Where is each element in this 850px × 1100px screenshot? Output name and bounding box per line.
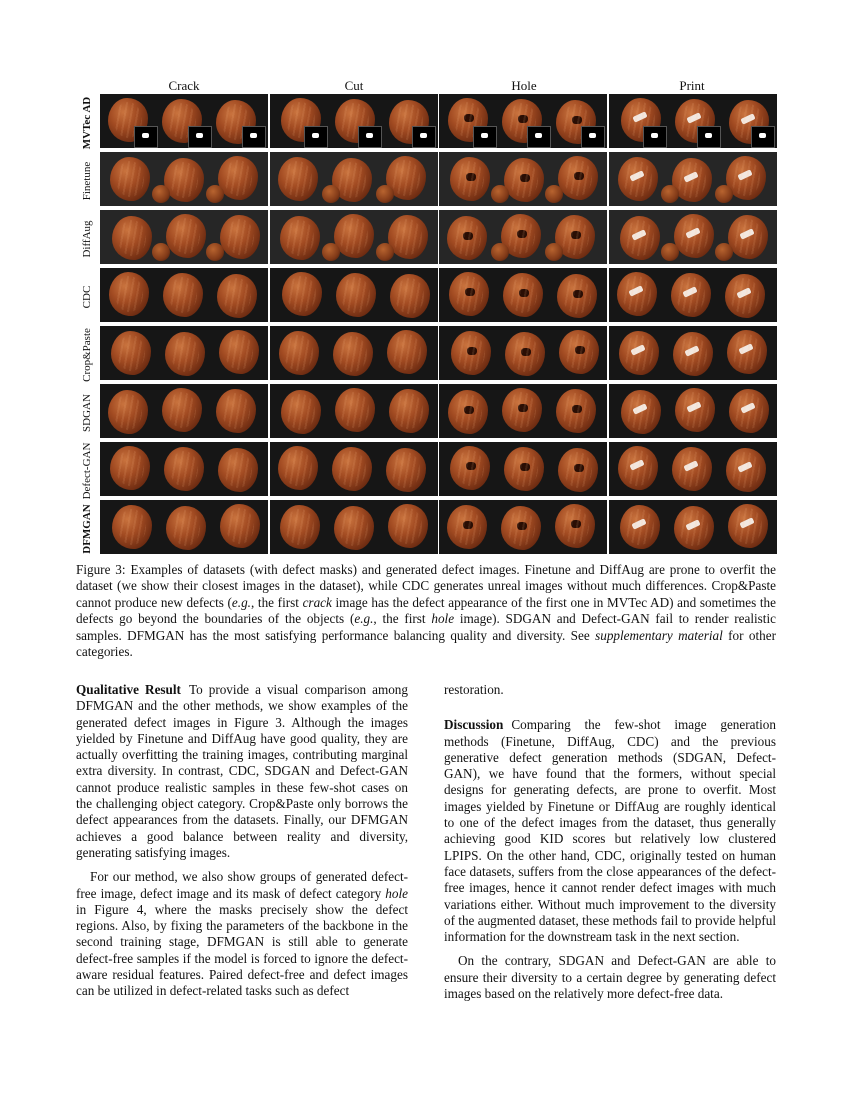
hole-defect — [520, 174, 530, 182]
image-panel — [439, 500, 607, 554]
mask-region — [759, 133, 766, 138]
hole-defect — [463, 232, 473, 240]
image-panel — [439, 94, 607, 148]
hazelnut-image — [216, 389, 256, 433]
image-panel — [439, 384, 607, 438]
row-label — [76, 94, 98, 152]
column-header-crack: Crack — [168, 78, 200, 93]
image-panel — [270, 210, 438, 264]
hazelnut-image — [332, 447, 372, 491]
row-label — [76, 384, 98, 442]
print-defect — [737, 169, 752, 180]
hazelnut-image — [110, 157, 150, 201]
image-panel — [100, 94, 268, 148]
print-defect — [686, 401, 701, 412]
image-panel — [270, 442, 438, 496]
image-panel — [609, 94, 777, 148]
column-header-hole: Hole — [511, 78, 537, 93]
row-label-text: Crop&Paste — [81, 328, 93, 382]
row-label — [76, 442, 98, 500]
image-panel — [609, 326, 777, 380]
hazelnut-image — [389, 389, 429, 433]
row-label — [76, 152, 98, 210]
closest-image-thumbnail — [376, 185, 394, 203]
closest-image-thumbnail — [152, 243, 170, 261]
hazelnut-image — [449, 272, 489, 316]
hazelnut-image — [672, 447, 712, 491]
hazelnut-image — [450, 446, 490, 490]
row-label — [76, 500, 98, 558]
hole-defect — [519, 289, 529, 297]
defect-mask — [134, 126, 158, 148]
closest-image-thumbnail — [206, 185, 224, 203]
row-label — [76, 210, 98, 268]
image-panel — [439, 210, 607, 264]
hazelnut-image — [558, 156, 598, 200]
hazelnut-image — [727, 330, 767, 374]
hazelnut-image — [501, 506, 541, 550]
defect-mask — [412, 126, 436, 148]
defect-mask — [473, 126, 497, 148]
image-panel — [270, 152, 438, 206]
print-defect — [736, 287, 751, 298]
mask-region — [312, 133, 319, 138]
print-defect — [738, 343, 753, 354]
hazelnut-image — [447, 216, 487, 260]
hole-defect — [466, 173, 476, 181]
print-defect — [683, 460, 698, 471]
defect-mask — [527, 126, 551, 148]
hazelnut-image — [218, 448, 258, 492]
row-labels — [76, 94, 98, 556]
hazelnut-image — [220, 215, 260, 259]
hole-defect — [464, 114, 474, 122]
print-defect — [631, 518, 646, 529]
hazelnut-image — [620, 216, 660, 260]
print-defect — [629, 170, 644, 181]
caption-hole: hole — [431, 611, 455, 627]
hazelnut-image — [334, 214, 374, 258]
row-label-text: Defect-GAN — [81, 442, 93, 500]
hazelnut-image — [334, 506, 374, 550]
print-defect — [737, 461, 752, 472]
row-label-text: SDGAN — [81, 394, 93, 432]
hazelnut-image — [388, 504, 428, 548]
row-label-text: MVTec AD — [81, 96, 93, 150]
hazelnut-image — [163, 273, 203, 317]
print-defect — [632, 403, 647, 414]
hole-defect — [521, 348, 531, 356]
image-panel — [270, 268, 438, 322]
row-label-text: DiffAug — [81, 220, 93, 258]
hazelnut-image — [447, 505, 487, 549]
hazelnut-image — [556, 389, 596, 433]
mask-region — [651, 133, 658, 138]
hazelnut-image — [674, 214, 714, 258]
hazelnut-image — [619, 331, 659, 375]
caption-text: Figure 3: Examples of datasets (with defect masks) and generated defect images. Finetune and DiffAug are prone to overfit the dataset (we show their closest images in the dataset), while CDC generates unreal images without much differences. Crop&Paste cannot produce new defects ( — [76, 562, 776, 610]
hazelnut-image — [112, 505, 152, 549]
hazelnut-image — [621, 390, 661, 434]
hazelnut-image — [448, 390, 488, 434]
closest-image-thumbnail — [661, 243, 679, 261]
hazelnut-image — [166, 214, 206, 258]
print-defect — [684, 345, 699, 356]
hazelnut-image — [674, 506, 714, 550]
closest-image-thumbnail — [322, 243, 340, 261]
row-label-text: Finetune — [81, 161, 93, 201]
defect-mask — [697, 126, 721, 148]
hazelnut-image — [165, 332, 205, 376]
caption-eg: e.g. — [231, 594, 251, 610]
hazelnut-image — [620, 505, 660, 549]
paragraph-qualitative-result — [76, 682, 408, 861]
hole-defect — [465, 288, 475, 296]
hazelnut-image — [333, 332, 373, 376]
hazelnut-image — [673, 332, 713, 376]
image-panel — [609, 210, 777, 264]
closest-image-thumbnail — [152, 185, 170, 203]
hole-defect — [574, 172, 584, 180]
mask-region — [196, 133, 203, 138]
closest-image-thumbnail — [322, 185, 340, 203]
caption-text: for other categories. — [76, 627, 776, 660]
mask-region — [705, 133, 712, 138]
hole-defect — [467, 347, 477, 355]
image-panel — [100, 442, 268, 496]
paragraph-text: To provide a visual comparison among DFMGAN and the other methods, we show examples of the generated defect images in Figure 3. Although the images yielded by Finetune and DiffAug have good quality, they are actually overfitting the training images, contributing marginal extra diversity. In contrast, CDC, SDGAN and Defect-GAN cannot produce realistic samples in these few-shot cases on the challenging object category. Crop&Paste only borrows the defect appearances from the datasets. Finally, our DFMGAN achieves a good balance between reality and diversity, generating satisfying images. — [76, 682, 408, 860]
caption-text: , the first — [373, 611, 432, 627]
print-defect — [629, 459, 644, 470]
print-defect — [632, 111, 647, 122]
closest-image-thumbnail — [376, 243, 394, 261]
hazelnut-image — [166, 506, 206, 550]
hazelnut-image — [725, 274, 765, 318]
image-panel — [609, 152, 777, 206]
hazelnut-image — [728, 504, 768, 548]
mask-region — [420, 133, 427, 138]
closest-image-thumbnail — [206, 243, 224, 261]
print-defect — [628, 285, 643, 296]
hazelnut-image — [164, 158, 204, 202]
section-heading-discussion: Discussion — [444, 717, 504, 733]
hazelnut-image — [559, 330, 599, 374]
caption-text: , the first — [250, 594, 303, 610]
hazelnut-image — [111, 331, 151, 375]
hole-defect — [466, 462, 476, 470]
right-column — [444, 682, 776, 1010]
hazelnut-image — [390, 274, 430, 318]
hazelnut-image — [386, 448, 426, 492]
hazelnut-image — [108, 390, 148, 434]
hole-defect — [518, 115, 528, 123]
hazelnut-image — [162, 388, 202, 432]
closest-image-thumbnail — [715, 185, 733, 203]
hazelnut-image — [504, 447, 544, 491]
hazelnut-image — [112, 216, 152, 260]
hole-defect — [574, 464, 584, 472]
hazelnut-image — [279, 331, 319, 375]
image-panel — [270, 326, 438, 380]
left-column — [76, 682, 408, 1008]
image-panel — [270, 384, 438, 438]
hazelnut-image — [217, 274, 257, 318]
print-defect — [739, 517, 754, 528]
hazelnut-image — [220, 504, 260, 548]
defect-mask — [751, 126, 775, 148]
mask-region — [366, 133, 373, 138]
print-defect — [682, 286, 697, 297]
hazelnut-image — [671, 273, 711, 317]
hazelnut-image — [219, 330, 259, 374]
caption-crack: crack — [302, 594, 332, 610]
mask-region — [535, 133, 542, 138]
paragraph-text: For our method, we also show groups of generated defect-free image, defect image and its mask of defect category — [76, 869, 408, 901]
closest-image-thumbnail — [715, 243, 733, 261]
figure-caption — [76, 562, 776, 660]
defect-mask — [304, 126, 328, 148]
paragraph-text: Comparing the few-shot image generation methods (Finetune, DiffAug, CDC) and the previous generative defect generation methods (SDGAN, Defect-GAN), we have found that the formers, without special designs for generating defects, are prone to overfit. Most images yielded by Finetune or DiffAug are roughly identical to one of the defect images from the dataset, thus generally achieving good KID scores but relatively low clustered LPIPS. On the other hand, CDC, originally tested on human face datasets, suffers from the close appearances of the defect-free images, hence it cannot render defect images with much variations either. Without much improvement to the diversity of the augmented dataset, these methods fail to provide helpful information for the downstream task in the next section. — [444, 717, 776, 945]
column-header-cut: Cut — [344, 78, 364, 93]
image-panel — [609, 384, 777, 438]
hole-defect — [517, 522, 527, 530]
hole-defect — [572, 116, 582, 124]
image-panel — [609, 268, 777, 322]
hazelnut-image — [617, 272, 657, 316]
image-panel — [270, 94, 438, 148]
caption-eg: e.g. — [354, 611, 374, 627]
caption-text: image has the defect appearance of the first one in MVTec AD) and sometimes the defects go beyond the boundaries of the objects ( — [76, 594, 777, 627]
hazelnut-image — [164, 447, 204, 491]
image-panel — [100, 152, 268, 206]
paragraph-continuation: restoration. — [444, 682, 504, 697]
mask-region — [481, 133, 488, 138]
paragraph-our-method — [76, 869, 408, 999]
hazelnut-image — [555, 504, 595, 548]
print-defect — [631, 229, 646, 240]
image-panel — [100, 268, 268, 322]
hazelnut-image — [282, 272, 322, 316]
section-heading-qualitative-result: Qualitative Result — [76, 682, 181, 697]
defect-mask — [358, 126, 382, 148]
closest-image-thumbnail — [491, 243, 509, 261]
image-panel — [609, 442, 777, 496]
hole-defect — [518, 404, 528, 412]
hazelnut-image — [281, 390, 321, 434]
image-panel — [100, 210, 268, 264]
hole-defect — [517, 230, 527, 238]
image-panel — [439, 268, 607, 322]
hazelnut-image — [278, 157, 318, 201]
hole-defect — [571, 231, 581, 239]
hazelnut-image — [218, 156, 258, 200]
hazelnut-image — [504, 158, 544, 202]
image-panel — [439, 326, 607, 380]
image-panel — [439, 442, 607, 496]
paragraph-discussion — [444, 717, 776, 945]
italic-hole: hole — [385, 885, 408, 901]
row-label-text: DFMGAN — [81, 504, 93, 554]
image-panel — [100, 500, 268, 554]
hazelnut-image — [505, 332, 545, 376]
hazelnut-image — [278, 446, 318, 490]
hazelnut-image — [726, 448, 766, 492]
closest-image-thumbnail — [661, 185, 679, 203]
hazelnut-image — [618, 446, 658, 490]
hazelnut-image — [336, 273, 376, 317]
closest-image-thumbnail — [545, 185, 563, 203]
caption-text: image). SDGAN and Defect-GAN fail to render realistic samples. DFMGAN has the most satisfying performance balancing quality and diversity. See — [76, 611, 776, 643]
mask-region — [250, 133, 257, 138]
print-defect — [740, 113, 755, 124]
defect-mask — [242, 126, 266, 148]
print-defect — [630, 344, 645, 355]
print-defect — [685, 519, 700, 530]
image-panel — [100, 326, 268, 380]
caption-supplementary: supplementary material — [595, 627, 723, 643]
row-label — [76, 268, 98, 326]
row-label-text: CDC — [81, 285, 93, 309]
print-defect — [683, 171, 698, 182]
column-header-print: Print — [679, 78, 705, 93]
hole-defect — [572, 405, 582, 413]
hazelnut-image — [503, 273, 543, 317]
hazelnut-image — [451, 331, 491, 375]
hole-defect — [464, 406, 474, 414]
paragraph-contrary: On the contrary, SDGAN and Defect-GAN are able to ensure their diversity to a certain degree by generating defect images based on the relatively more defect-free data. — [444, 953, 776, 1002]
mask-region — [142, 133, 149, 138]
paragraph-text: in Figure 4, where the masks precisely show the defect regions. Also, by fixing the parameters of the backbone in the second training stage, DFMGAN is still able to generate defect-free samples if the model is forced to ignore the defect-aware residual features. Paired defect-free and defect images can be utilized in defect-related tasks such as defect — [76, 901, 408, 999]
hazelnut-image — [335, 388, 375, 432]
hazelnut-image — [557, 274, 597, 318]
print-defect — [740, 402, 755, 413]
image-panel — [609, 500, 777, 554]
hazelnut-image — [450, 157, 490, 201]
hazelnut-image — [110, 446, 150, 490]
hazelnut-image — [280, 216, 320, 260]
hazelnut-image — [387, 330, 427, 374]
defect-mask — [188, 126, 212, 148]
print-defect — [739, 228, 754, 239]
hazelnut-image — [558, 448, 598, 492]
row-label — [76, 326, 98, 384]
closest-image-thumbnail — [545, 243, 563, 261]
image-panel — [439, 152, 607, 206]
hazelnut-image — [388, 215, 428, 259]
hole-defect — [520, 463, 530, 471]
closest-image-thumbnail — [491, 185, 509, 203]
hazelnut-image — [109, 272, 149, 316]
hazelnut-image — [280, 505, 320, 549]
image-panel — [270, 500, 438, 554]
hole-defect — [463, 521, 473, 529]
hazelnut-image — [502, 388, 542, 432]
mask-region — [589, 133, 596, 138]
print-defect — [686, 112, 701, 123]
hazelnut-image — [728, 215, 768, 259]
image-panel — [100, 384, 268, 438]
hole-defect — [571, 520, 581, 528]
hazelnut-image — [675, 388, 715, 432]
hole-defect — [575, 346, 585, 354]
image-grid — [100, 94, 776, 556]
defect-mask — [643, 126, 667, 148]
hazelnut-image — [618, 157, 658, 201]
hazelnut-image — [729, 389, 769, 433]
defect-mask — [581, 126, 605, 148]
column-headers — [100, 78, 776, 94]
print-defect — [685, 227, 700, 238]
hole-defect — [573, 290, 583, 298]
